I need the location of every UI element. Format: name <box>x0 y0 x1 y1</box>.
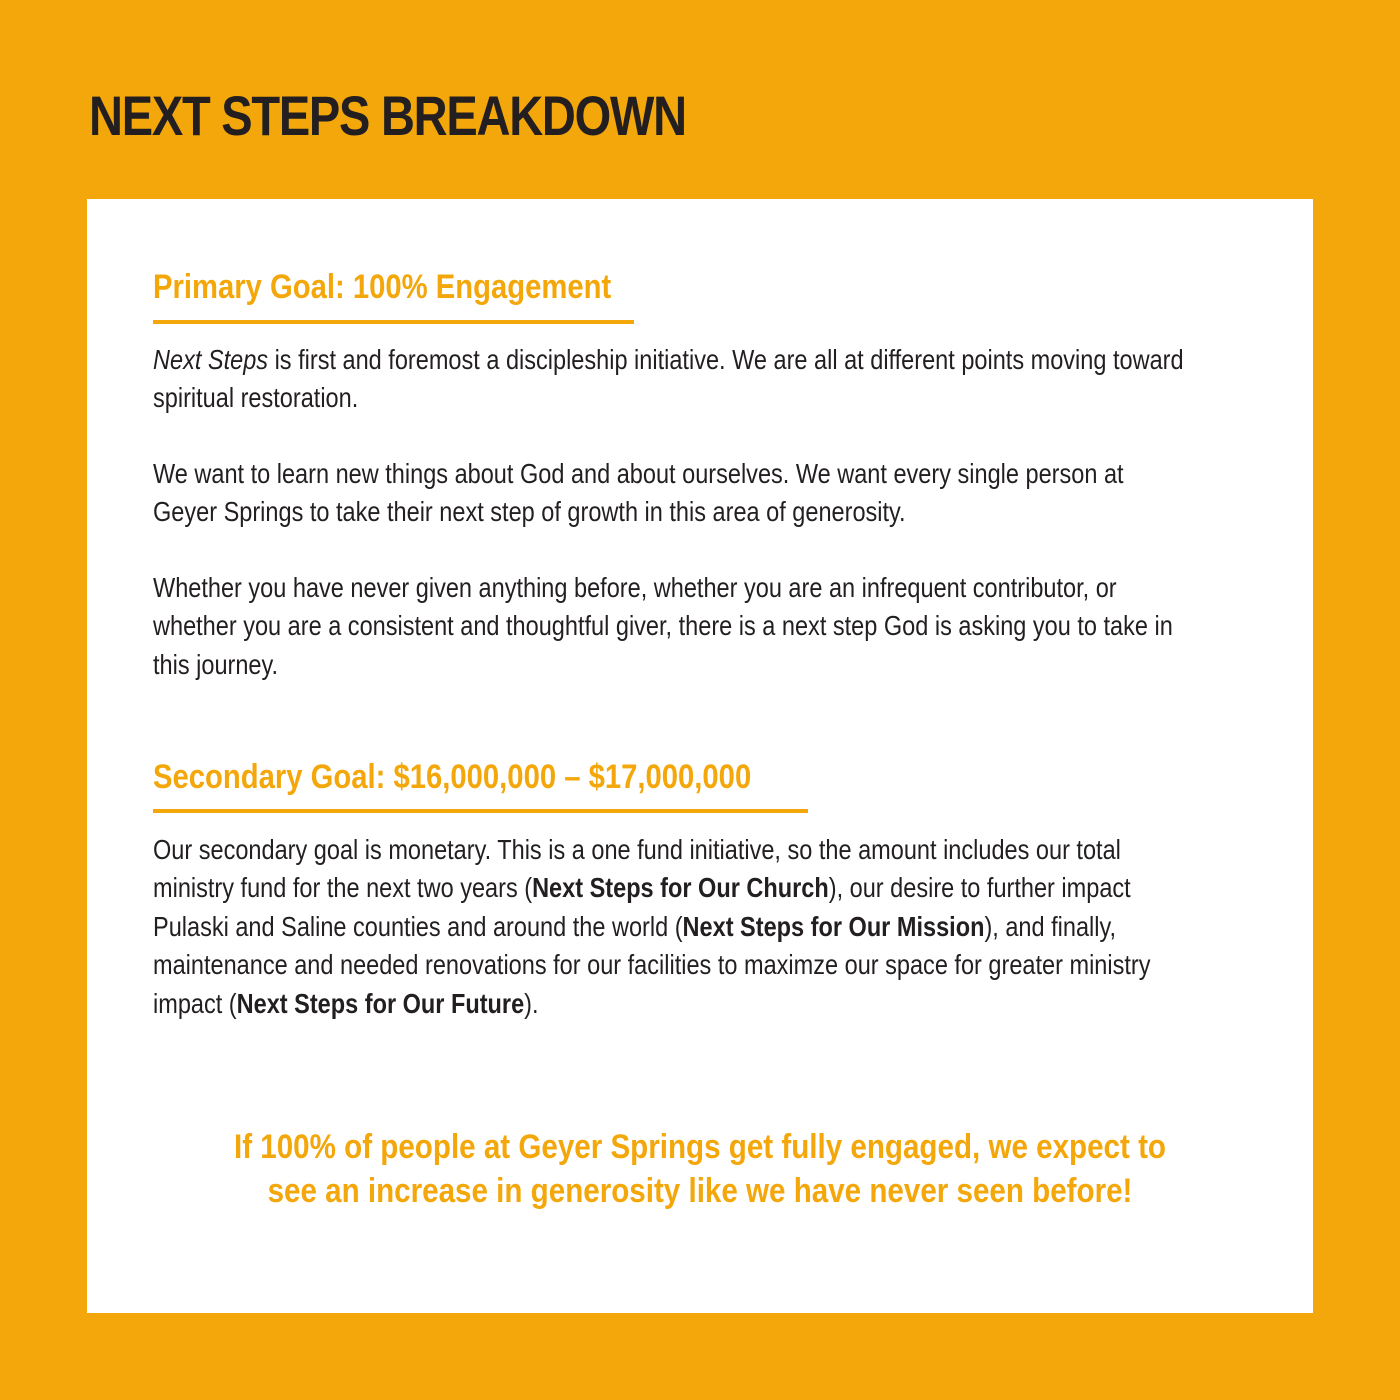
callout-line-2: see an increase in generosity like we have never seen before! <box>267 1172 1133 1210</box>
secondary-goal-underline <box>153 809 808 813</box>
secondary-goal-heading: Secondary Goal: $16,000,000 – $17,000,000 <box>153 758 752 796</box>
secondary-goal-text-1: Our secondary goal is monetary. This is a one fund initiative, so the amount includes our total ministry fund for the next two years ( <box>153 834 1121 904</box>
primary-goal-paragraph-1-text: is first and foremost a discipleship initiative. We are all at different points moving toward spiritual restoration. <box>153 344 1184 414</box>
primary-goal-paragraph-3: Whether you have never given anything before, whether you are an infrequent contributor, or whether you are a consistent and thoughtful giver, there is a next step God is asking you to take in this journey. <box>153 572 1173 680</box>
secondary-goal-paragraph <box>153 831 1186 1023</box>
primary-goal-paragraph-1 <box>153 341 1186 418</box>
next-steps-italic: Next Steps <box>153 344 269 375</box>
secondary-goal-text-4: ). <box>524 987 539 1019</box>
callout-line-1: If 100% of people at Geyer Springs get fully engaged, we expect to <box>233 1128 1166 1166</box>
next-steps-future-label: Next Steps for Our Future <box>236 987 525 1019</box>
primary-goal-heading: Primary Goal: 100% Engagement <box>153 268 612 306</box>
content-card <box>87 199 1313 1313</box>
secondary-goal-text-2: ), our desire to further impact Pulaski and Saline counties and around the world ( <box>153 872 1131 942</box>
primary-goal-underline <box>153 320 634 324</box>
primary-goal-paragraph-2: We want to learn new things about God and about ourselves. We want every single person at Geyer Springs to take their next step of growth in this area of generosity. <box>153 458 1124 528</box>
next-steps-church-label: Next Steps for Our Church <box>532 872 829 904</box>
secondary-goal-text-3: ), and finally, maintenance and needed renovations for our facilities to maximze our space for greater ministry impact ( <box>153 910 1151 1019</box>
engagement-callout <box>87 1125 1313 1213</box>
next-steps-mission-label: Next Steps for Our Mission <box>682 910 985 942</box>
page-title: NEXT STEPS BREAKDOWN <box>89 84 686 147</box>
